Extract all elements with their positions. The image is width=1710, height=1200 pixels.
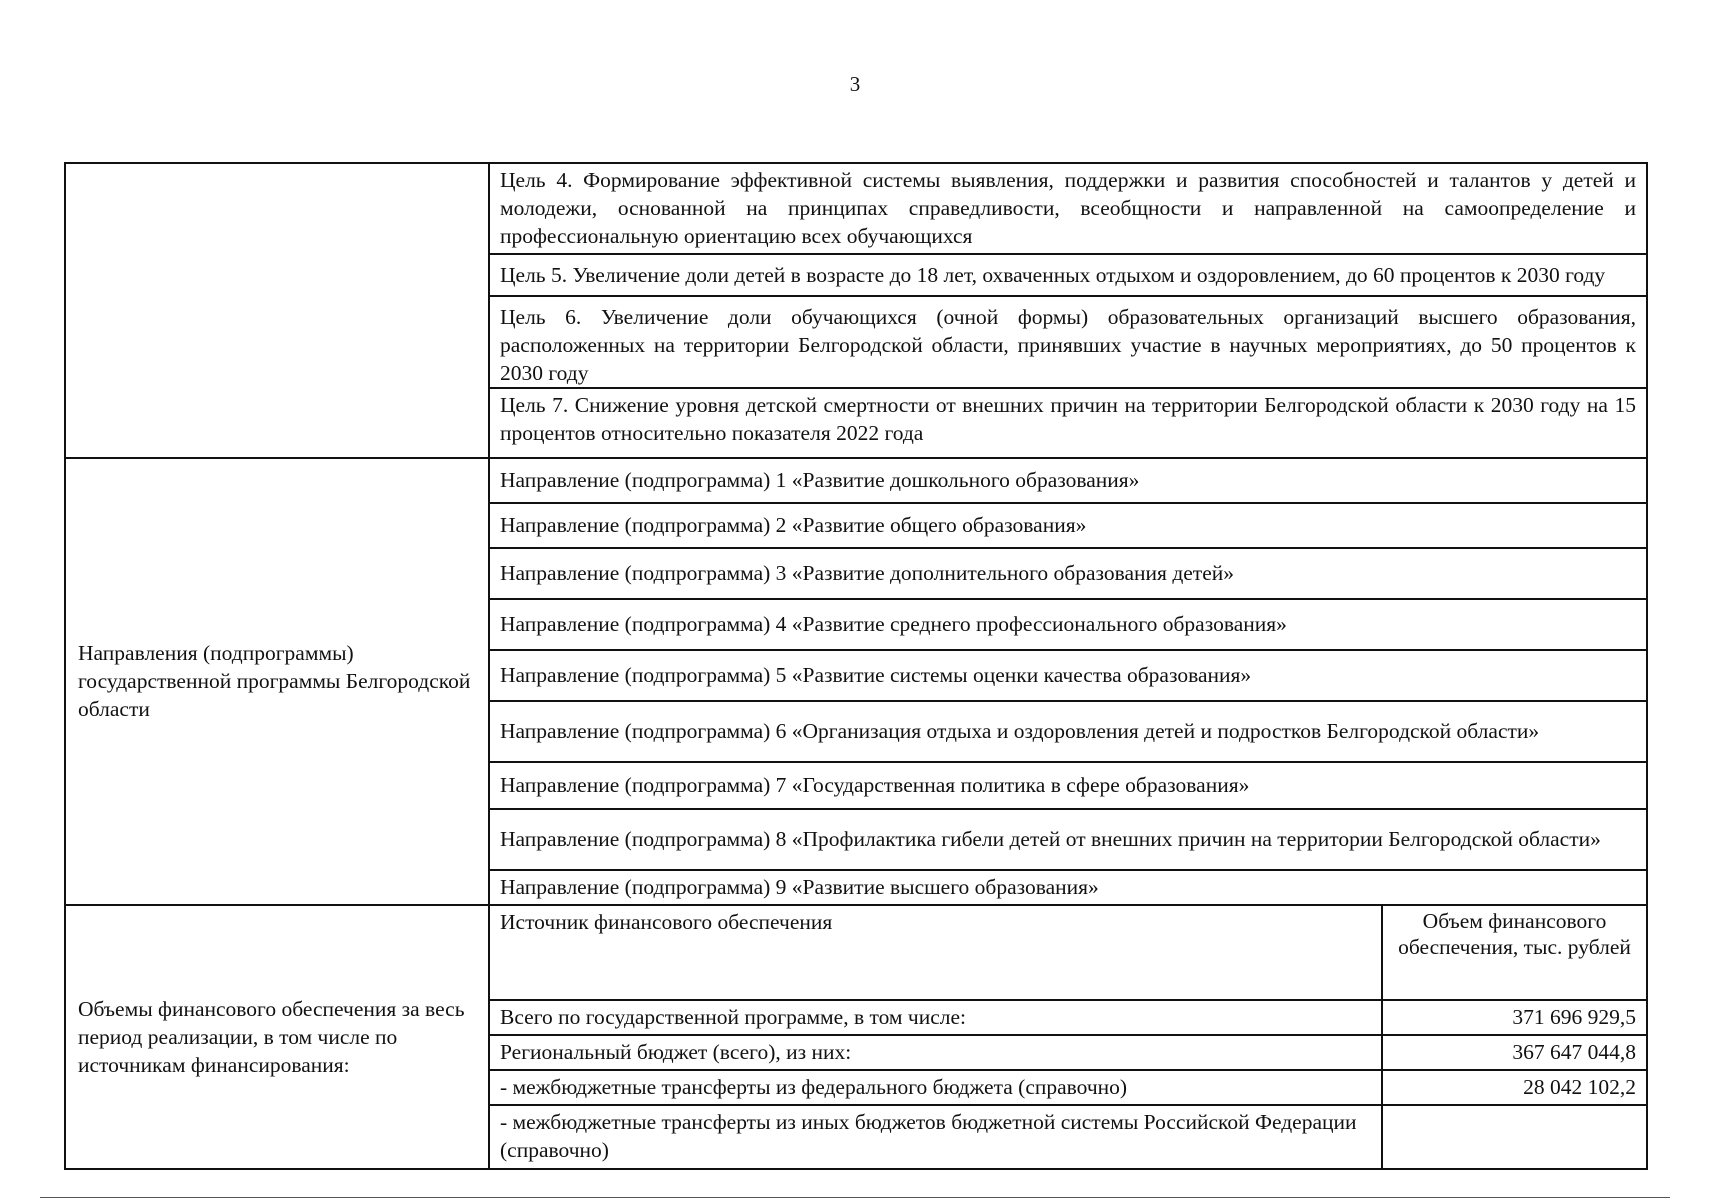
direction-8: Направление (подпрограмма) 8 «Профилактика гибели детей от внешних причин на территории Белгородской области» (489, 809, 1647, 870)
direction-9: Направление (подпрограмма) 9 «Развитие высшего образования» (489, 870, 1647, 905)
direction-5: Направление (подпрограмма) 5 «Развитие системы оценки качества образования» (489, 650, 1647, 701)
goal-5: Цель 5. Увеличение доли детей в возрасте до 18 лет, охваченных отдыхом и оздоровлением, до 60 процентов к 2030 году (489, 254, 1647, 296)
goal-6: Цель 6. Увеличение доли обучающихся (очной формы) образовательных организаций высшего образования, расположенных на территории Белгородской области, принявших участие в научных мероприятиях, до 50 процентов к 2030 году (489, 296, 1647, 388)
financing-source: Всего по государственной программе, в том числе: (490, 1000, 1382, 1035)
financing-row-total (490, 1000, 1646, 1035)
direction-1: Направление (подпрограмма) 1 «Развитие дошкольного образования» (489, 458, 1647, 503)
financing-header-amount: Объем финансового обеспечения, тыс. рублей (1382, 906, 1646, 1000)
direction-4: Направление (подпрограмма) 4 «Развитие среднего профессионального образования» (489, 599, 1647, 650)
financing-amount: 371 696 929,5 (1382, 1000, 1646, 1035)
financing-row-federal (490, 1070, 1646, 1105)
financing-source: Региональный бюджет (всего), из них: (490, 1035, 1382, 1070)
financing-table-cell (489, 905, 1647, 1169)
direction-6: Направление (подпрограмма) 6 «Организация отдыха и оздоровления детей и подростков Белгородской области» (489, 701, 1647, 762)
financing-row-regional (490, 1035, 1646, 1070)
financing-amount: 367 647 044,8 (1382, 1035, 1646, 1070)
directions-label: Направления (подпрограммы) государственной программы Белгородской области (65, 458, 489, 905)
financing-amount: 28 042 102,2 (1382, 1070, 1646, 1105)
goal-4: Цель 4. Формирование эффективной системы выявления, поддержки и развития способностей и талантов у детей и молодежи, основанной на принципах справедливости, всеобщности и направленной на самоопределение и профессиональную ориентацию всех обучающихся (489, 163, 1647, 254)
direction-row (65, 458, 1647, 503)
page-number: 3 (849, 72, 861, 96)
financing-source: - межбюджетные трансферты из федерального бюджета (справочно) (490, 1070, 1382, 1105)
financing-header-source: Источник финансового обеспечения (490, 906, 1382, 1000)
financing-source: - межбюджетные трансферты из иных бюджетов бюджетной системы Российской Федерации (справочно) (490, 1105, 1382, 1168)
financing-header-row (490, 906, 1646, 1000)
financing-label: Объемы финансового обеспечения за весь период реализации, в том числе по источникам финансирования: (65, 905, 489, 1169)
financing-table (490, 906, 1646, 1168)
financing-row-other (490, 1105, 1646, 1168)
goal-7: Цель 7. Снижение уровня детской смертности от внешних причин на территории Белгородской области к 2030 году на 15 процентов относительно показателя 2022 года (489, 388, 1647, 458)
financing-amount (1382, 1105, 1646, 1168)
page-edge-line (40, 1197, 1670, 1198)
direction-3: Направление (подпрограмма) 3 «Развитие дополнительного образования детей» (489, 548, 1647, 599)
direction-2: Направление (подпрограмма) 2 «Развитие общего образования» (489, 503, 1647, 548)
program-passport-table (64, 162, 1648, 1170)
direction-7: Направление (подпрограмма) 7 «Государственная политика в сфере образования» (489, 762, 1647, 809)
financing-row (65, 905, 1647, 1169)
goal-row (65, 163, 1647, 254)
goals-label-cell (65, 163, 489, 458)
